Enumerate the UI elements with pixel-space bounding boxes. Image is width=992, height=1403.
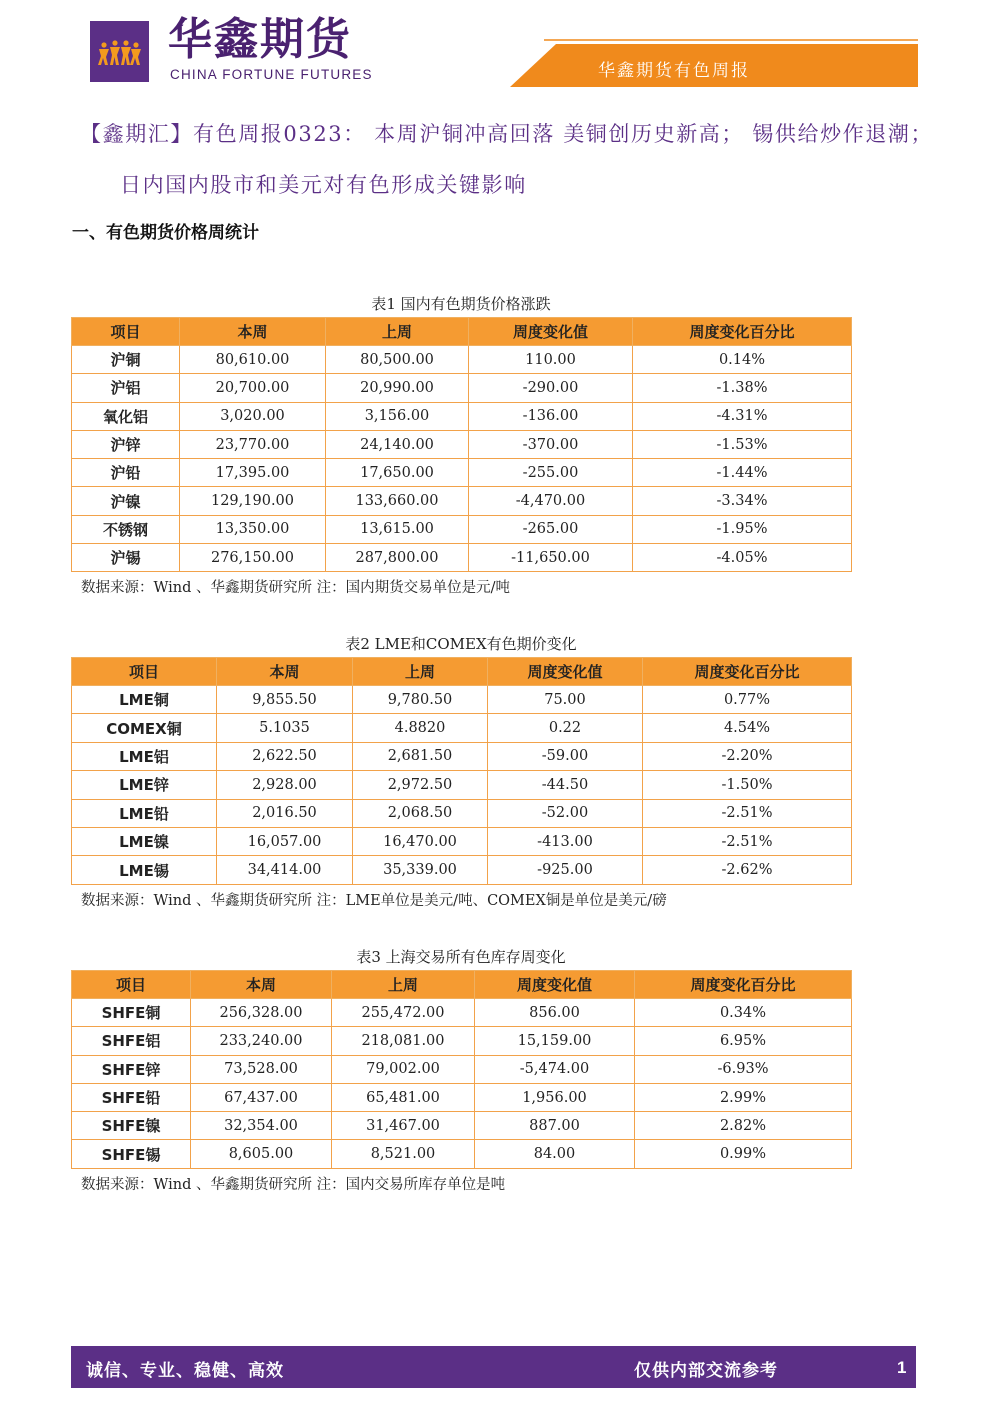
value-cell: 276,150.00	[180, 544, 326, 572]
table-1-caption: 表1 国内有色期货价格涨跌	[371, 295, 551, 313]
value-cell: 9,780.50	[353, 686, 488, 714]
table-row	[72, 1027, 852, 1055]
column-header: 周度变化值	[475, 971, 635, 999]
footer-disclaimer: 仅供内部交流参考	[634, 1361, 778, 1381]
value-cell: 2,928.00	[217, 771, 353, 799]
value-cell: 233,240.00	[191, 1027, 332, 1055]
table-1-note: 数据来源：Wind 、华鑫期货研究所 注：国内期货交易单位是元/吨	[81, 580, 511, 596]
value-cell: 17,650.00	[326, 459, 469, 487]
value-cell: -1.50%	[643, 771, 852, 799]
row-label-cell: 沪镍	[72, 487, 180, 515]
row-label-cell: 沪铝	[72, 374, 180, 402]
value-cell: 15,159.00	[475, 1027, 635, 1055]
row-label-cell: SHFE锌	[72, 1055, 191, 1083]
value-cell: -4,470.00	[469, 487, 633, 515]
report-title-line-2: 日内国内股市和美元对有色形成关键影响	[120, 173, 527, 197]
value-cell: -925.00	[488, 856, 643, 884]
table-row	[72, 742, 852, 770]
company-name-en: CHINA FORTUNE FUTURES	[170, 67, 373, 82]
company-logo	[90, 21, 149, 82]
table-row	[72, 487, 852, 515]
value-cell: -3.34%	[633, 487, 852, 515]
table-row	[72, 402, 852, 430]
report-title-line-1: 【鑫期汇】有色周报0323： 本周沪铜冲高回落 美铜创历史新高； 锡供给炒作退潮；	[80, 122, 934, 146]
value-cell: 218,081.00	[332, 1027, 475, 1055]
column-header: 项目	[72, 658, 217, 686]
row-label-cell: LME锡	[72, 856, 217, 884]
value-cell: 6.95%	[635, 1027, 852, 1055]
table-row	[72, 374, 852, 402]
value-cell: -1.38%	[633, 374, 852, 402]
value-cell: 2,016.50	[217, 799, 353, 827]
value-cell: 80,500.00	[326, 346, 469, 374]
section-heading: 一、有色期货价格周统计	[72, 223, 259, 243]
row-label-cell: 不锈钢	[72, 515, 180, 543]
table-row	[72, 1083, 852, 1111]
value-cell: 73,528.00	[191, 1055, 332, 1083]
row-label-cell: SHFE铜	[72, 999, 191, 1027]
row-label-cell: 沪锡	[72, 544, 180, 572]
value-cell: 80,610.00	[180, 346, 326, 374]
value-cell: 2,972.50	[353, 771, 488, 799]
table-row	[72, 515, 852, 543]
value-cell: 79,002.00	[332, 1055, 475, 1083]
value-cell: 2.99%	[635, 1083, 852, 1111]
value-cell: 8,605.00	[191, 1140, 332, 1168]
column-header: 本周	[180, 318, 326, 346]
column-header: 上周	[353, 658, 488, 686]
row-label-cell: LME铜	[72, 686, 217, 714]
value-cell: 20,990.00	[326, 374, 469, 402]
row-label-cell: SHFE铅	[72, 1083, 191, 1111]
value-cell: 2.82%	[635, 1112, 852, 1140]
table-row	[72, 827, 852, 855]
value-cell: 17,395.00	[180, 459, 326, 487]
value-cell: 287,800.00	[326, 544, 469, 572]
value-cell: -1.95%	[633, 515, 852, 543]
value-cell: -136.00	[469, 402, 633, 430]
value-cell: 4.54%	[643, 714, 852, 742]
value-cell: 34,414.00	[217, 856, 353, 884]
row-label-cell: 沪铜	[72, 346, 180, 374]
value-cell: -1.44%	[633, 459, 852, 487]
value-cell: -290.00	[469, 374, 633, 402]
footer-slogan: 诚信、专业、稳健、高效	[86, 1361, 284, 1381]
value-cell: 3,020.00	[180, 402, 326, 430]
row-label-cell: SHFE铝	[72, 1027, 191, 1055]
column-header: 周度变化百分比	[635, 971, 852, 999]
row-label-cell: LME铝	[72, 742, 217, 770]
value-cell: -11,650.00	[469, 544, 633, 572]
company-name-cn: 华鑫期货	[168, 14, 352, 65]
value-cell: -5,474.00	[475, 1055, 635, 1083]
value-cell: -370.00	[469, 430, 633, 458]
value-cell: 20,700.00	[180, 374, 326, 402]
value-cell: 13,615.00	[326, 515, 469, 543]
value-cell: 0.14%	[633, 346, 852, 374]
column-header: 周度变化百分比	[643, 658, 852, 686]
value-cell: 84.00	[475, 1140, 635, 1168]
table-header-row	[72, 658, 852, 686]
value-cell: 32,354.00	[191, 1112, 332, 1140]
value-cell: 16,470.00	[353, 827, 488, 855]
value-cell: -2.20%	[643, 742, 852, 770]
value-cell: 35,339.00	[353, 856, 488, 884]
value-cell: 0.34%	[635, 999, 852, 1027]
row-label-cell: SHFE镍	[72, 1112, 191, 1140]
row-label-cell: LME锌	[72, 771, 217, 799]
value-cell: 133,660.00	[326, 487, 469, 515]
table-3-caption: 表3 上海交易所有色库存周变化	[356, 948, 566, 966]
report-type-label: 华鑫期货有色周报	[598, 61, 750, 81]
row-label-cell: 沪铅	[72, 459, 180, 487]
row-label-cell: 沪锌	[72, 430, 180, 458]
value-cell: -52.00	[488, 799, 643, 827]
value-cell: 31,467.00	[332, 1112, 475, 1140]
column-header: 项目	[72, 971, 191, 999]
value-cell: 0.99%	[635, 1140, 852, 1168]
column-header: 周度变化百分比	[633, 318, 852, 346]
value-cell: 75.00	[488, 686, 643, 714]
table-3-note: 数据来源：Wind 、华鑫期货研究所 注：国内交易所库存单位是吨	[81, 1177, 506, 1193]
table-row	[72, 799, 852, 827]
table-row	[72, 999, 852, 1027]
value-cell: -1.53%	[633, 430, 852, 458]
value-cell: -59.00	[488, 742, 643, 770]
value-cell: 8,521.00	[332, 1140, 475, 1168]
table-row	[72, 346, 852, 374]
column-header: 本周	[191, 971, 332, 999]
value-cell: -4.31%	[633, 402, 852, 430]
table-2-note: 数据来源：Wind 、华鑫期货研究所 注：LME单位是美元/吨、COMEX铜是单位是美元/磅	[81, 893, 667, 909]
value-cell: 2,068.50	[353, 799, 488, 827]
row-label-cell: LME镍	[72, 827, 217, 855]
value-cell: 24,140.00	[326, 430, 469, 458]
domestic-futures-price-table	[71, 317, 852, 572]
table-2-caption: 表2 LME和COMEX有色期价变化	[345, 635, 577, 653]
table-row	[72, 771, 852, 799]
table-row	[72, 714, 852, 742]
value-cell: 110.00	[469, 346, 633, 374]
table-row	[72, 856, 852, 884]
value-cell: -265.00	[469, 515, 633, 543]
value-cell: 3,156.00	[326, 402, 469, 430]
value-cell: 23,770.00	[180, 430, 326, 458]
table-header-row	[72, 971, 852, 999]
table-row	[72, 1140, 852, 1168]
row-label-cell: SHFE锡	[72, 1140, 191, 1168]
table-row	[72, 1055, 852, 1083]
lme-comex-price-table	[71, 657, 852, 885]
value-cell: 4.8820	[353, 714, 488, 742]
row-label-cell: LME铅	[72, 799, 217, 827]
column-header: 本周	[217, 658, 353, 686]
value-cell: -413.00	[488, 827, 643, 855]
row-label-cell: COMEX铜	[72, 714, 217, 742]
value-cell: 9,855.50	[217, 686, 353, 714]
value-cell: -4.05%	[633, 544, 852, 572]
table-row	[72, 459, 852, 487]
value-cell: 0.77%	[643, 686, 852, 714]
value-cell: 16,057.00	[217, 827, 353, 855]
table-row	[72, 430, 852, 458]
column-header: 项目	[72, 318, 180, 346]
value-cell: 255,472.00	[332, 999, 475, 1027]
column-header: 上周	[326, 318, 469, 346]
value-cell: -6.93%	[635, 1055, 852, 1083]
column-header: 上周	[332, 971, 475, 999]
page-number: 1	[897, 1358, 907, 1377]
value-cell: 256,328.00	[191, 999, 332, 1027]
value-cell: 5.1035	[217, 714, 353, 742]
value-cell: 856.00	[475, 999, 635, 1027]
value-cell: 0.22	[488, 714, 643, 742]
value-cell: 67,437.00	[191, 1083, 332, 1111]
value-cell: 2,622.50	[217, 742, 353, 770]
column-header: 周度变化值	[469, 318, 633, 346]
shfe-inventory-table	[71, 970, 852, 1169]
value-cell: 13,350.00	[180, 515, 326, 543]
table-header-row	[72, 318, 852, 346]
value-cell: 887.00	[475, 1112, 635, 1140]
value-cell: -2.51%	[643, 827, 852, 855]
value-cell: -2.51%	[643, 799, 852, 827]
value-cell: 129,190.00	[180, 487, 326, 515]
value-cell: -255.00	[469, 459, 633, 487]
value-cell: -44.50	[488, 771, 643, 799]
value-cell: -2.62%	[643, 856, 852, 884]
value-cell: 1,956.00	[475, 1083, 635, 1111]
column-header: 周度变化值	[488, 658, 643, 686]
row-label-cell: 氧化铝	[72, 402, 180, 430]
logo-figures-icon	[90, 21, 149, 82]
table-row	[72, 544, 852, 572]
table-row	[72, 1112, 852, 1140]
value-cell: 2,681.50	[353, 742, 488, 770]
table-row	[72, 686, 852, 714]
value-cell: 65,481.00	[332, 1083, 475, 1111]
